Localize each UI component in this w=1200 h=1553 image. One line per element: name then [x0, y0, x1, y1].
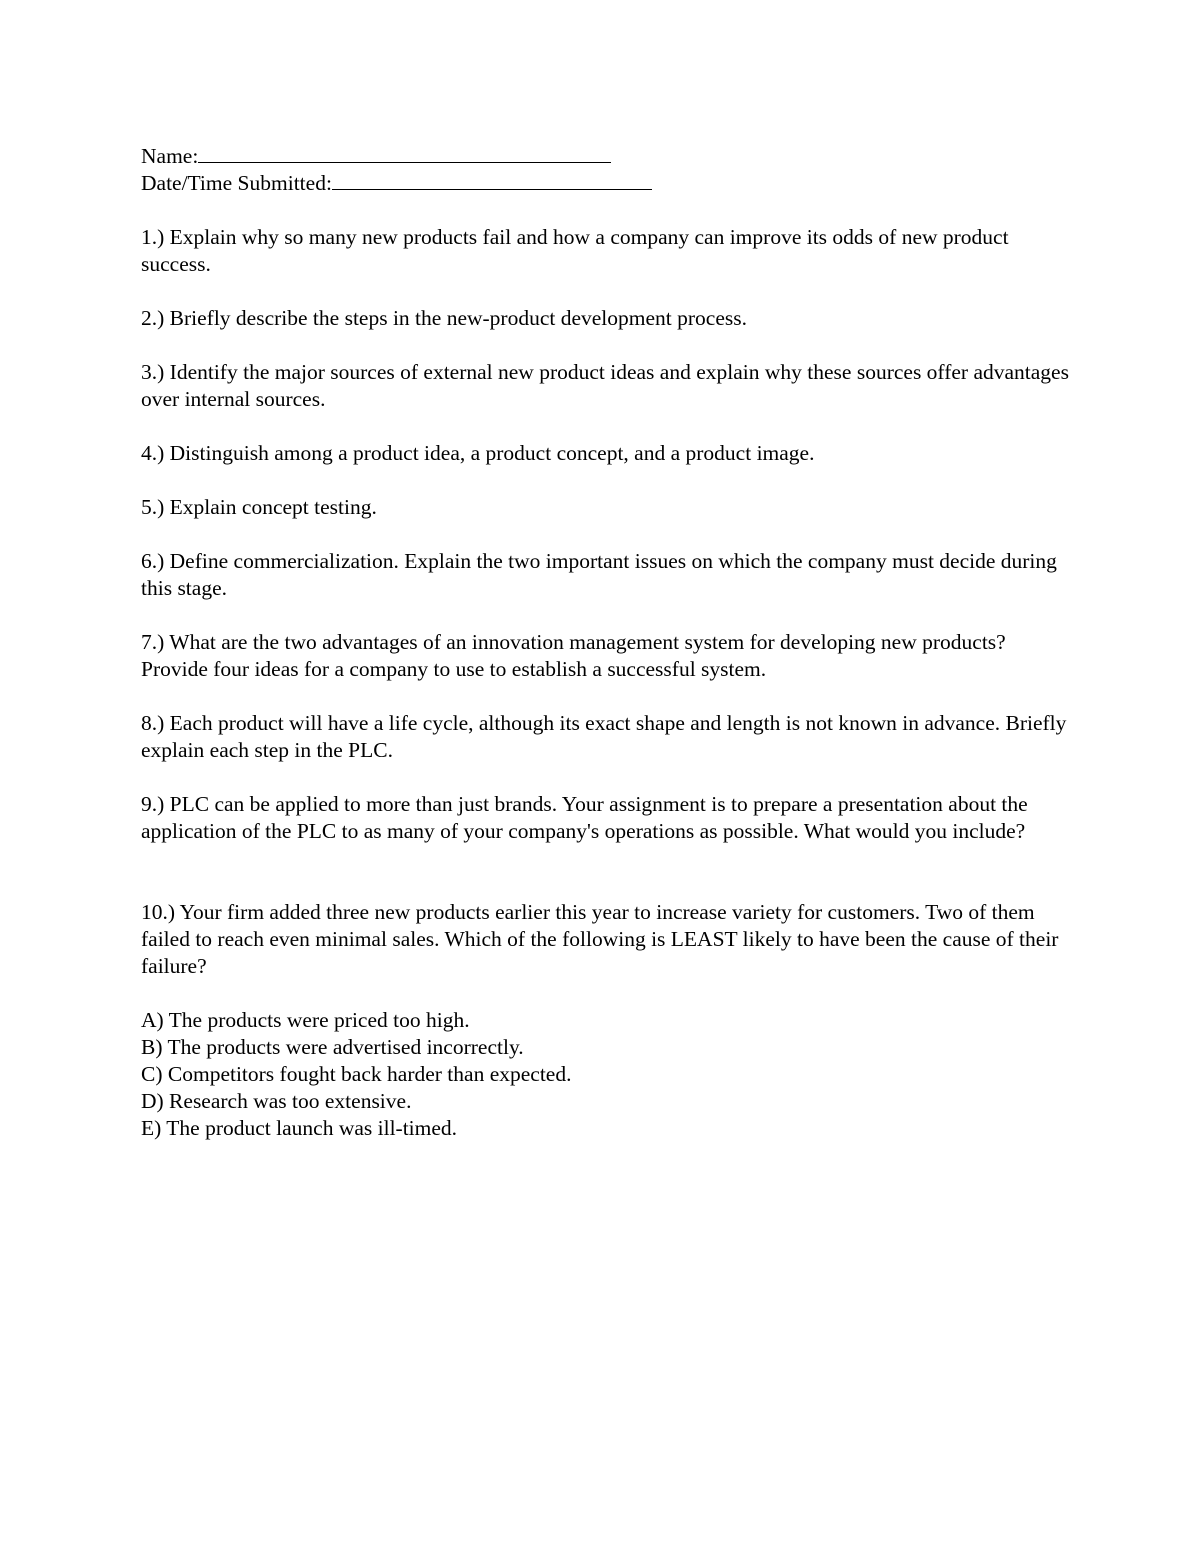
name-blank-line[interactable] [198, 144, 611, 163]
name-label: Name: [141, 144, 199, 168]
question-10: 10.) Your firm added three new products earlier this year to increase variety for customers. Two of them failed to reach even minimal sales. Which of the following is LEAST likely to have been the cause of their failure? [141, 900, 1059, 978]
option-b: B) The products were advertised incorrectly. [141, 1035, 524, 1059]
option-d: D) Research was too extensive. [141, 1089, 412, 1113]
answer-options [141, 1007, 1071, 1142]
question-6: 6.) Define commercialization. Explain the two important issues on which the company must decide during this stage. [141, 549, 1057, 600]
question-8: 8.) Each product will have a life cycle, although its exact shape and length is not known in advance. Briefly explain each step in the PLC. [141, 711, 1067, 762]
header-spacer [141, 197, 1071, 224]
question-9: 9.) PLC can be applied to more than just brands. Your assignment is to prepare a presentation about the application of the PLC to as many of your company's operations as possible. What would you include? [141, 792, 1028, 843]
date-blank-line[interactable] [332, 171, 652, 190]
question-2: 2.) Briefly describe the steps in the new-product development process. [141, 306, 747, 330]
name-field-row [141, 143, 1071, 170]
document-page [141, 143, 1071, 1142]
date-label: Date/Time Submitted: [141, 171, 332, 195]
question-3: 3.) Identify the major sources of external new product ideas and explain why these sources offer advantages over internal sources. [141, 360, 1069, 411]
option-c: C) Competitors fought back harder than expected. [141, 1062, 572, 1086]
question-5: 5.) Explain concept testing. [141, 495, 377, 519]
date-field-row [141, 170, 1071, 197]
option-a: A) The products were priced too high. [141, 1008, 470, 1032]
question-1: 1.) Explain why so many new products fail and how a company can improve its odds of new product success. [141, 225, 1009, 276]
question-7: 7.) What are the two advantages of an innovation management system for developing new products? Provide four ideas for a company to use to establish a successful system. [141, 630, 1006, 681]
question-4: 4.) Distinguish among a product idea, a product concept, and a product image. [141, 441, 815, 465]
option-e: E) The product launch was ill-timed. [141, 1116, 458, 1140]
